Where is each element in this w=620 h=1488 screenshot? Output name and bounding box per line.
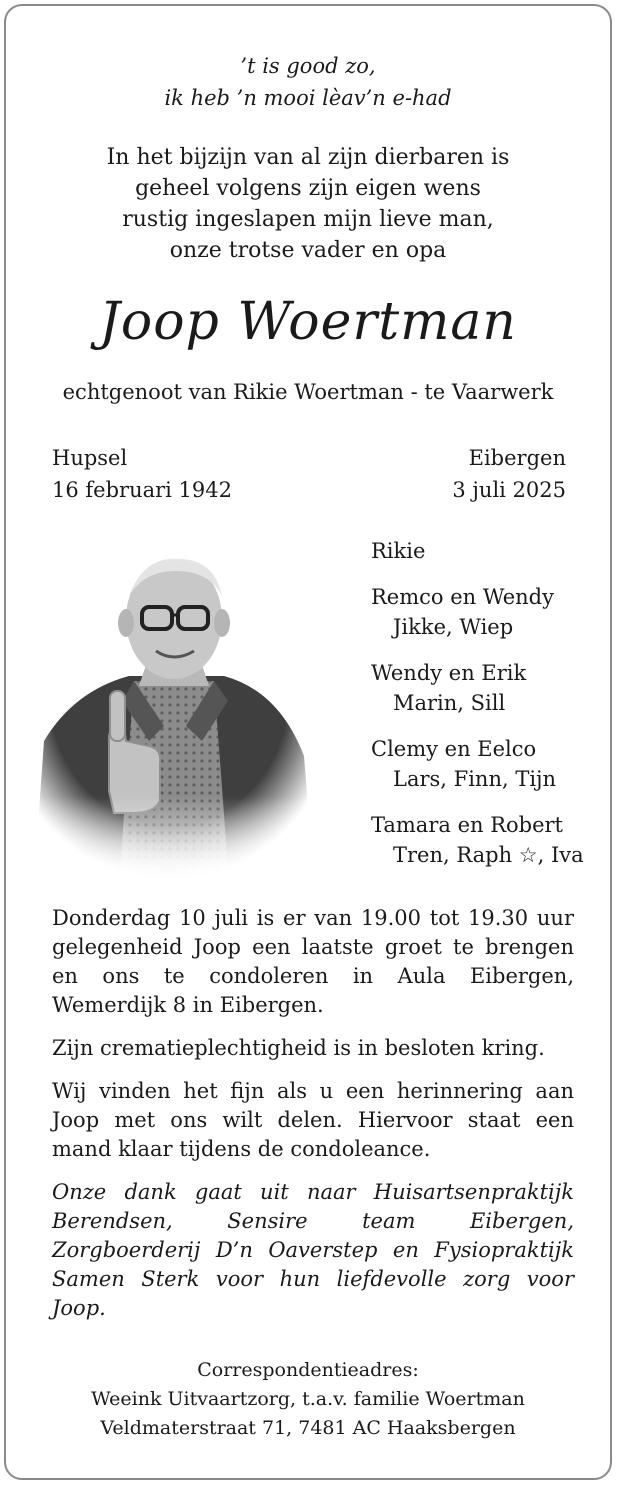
family-entry [371, 734, 584, 794]
family-couple: Wendy en Erik [371, 661, 527, 685]
family-couple: Remco en Wendy [371, 585, 554, 609]
birth-info [52, 442, 232, 506]
correspondence-label: Correspondentieadres: [197, 1359, 419, 1381]
quote-line-2: ik heb ’n mooi lèav’n e-had [164, 86, 452, 110]
family-grandchildren: Lars, Finn, Tijn [393, 767, 557, 791]
family-grandchildren: Jikke, Wiep [393, 615, 514, 639]
condolence-paragraph: Donderdag 10 juli is er van 19.00 tot 19.30 uur gelegenheid Joop een laatste groet te brengen en ons te condoleren in Aula Eibergen, Wemerdijk 8 in Eibergen. [52, 906, 574, 1017]
memories-paragraph: Wij vinden het fijn als u een herinnering aan Joop met ons wilt delen. Hiervoor staat een mand klaar tijdens de condoleance. [52, 1079, 574, 1161]
family-entry [371, 810, 584, 870]
quote [6, 50, 610, 114]
family-list [371, 536, 584, 886]
death-date: 3 juli 2025 [452, 478, 566, 502]
family-entry [371, 536, 584, 566]
family-entry [371, 658, 584, 718]
correspondence-line-1: Weeink Uitvaartzorg, t.a.v. familie Woertman [91, 1388, 525, 1410]
death-place: Eibergen [468, 446, 566, 470]
family-grandchildren: Tren, Raph ☆, Iva [393, 843, 584, 867]
correspondence-address [6, 1356, 610, 1443]
family-couple: Tamara en Robert [371, 813, 563, 837]
thanks-paragraph: Onze dank gaat uit naar Huisartsenpraktijk Berendsen, Sensire team Eibergen, Zorgboerderij D’n Oaverstep en Fysiopraktijk Samen Sterk voor hun liefdevolle zorg voor Joop. [52, 1180, 574, 1320]
deceased-name: Joop Woertman [99, 292, 517, 352]
family-spouse: Rikie [371, 539, 426, 563]
quote-line-1: ’t is good zo, [240, 54, 376, 78]
family-grandchildren: Marin, Sill [393, 691, 506, 715]
intro-line-1: In het bijzijn van al zijn dierbaren is [106, 145, 510, 170]
obituary-card [4, 4, 612, 1480]
portrait-photo [14, 541, 324, 881]
intro-line-3: rustig ingeslapen mijn lieve man, [122, 207, 494, 232]
cremation-paragraph: Zijn crematieplechtigheid is in besloten kring. [52, 1036, 545, 1060]
birth-date: 16 februari 1942 [52, 478, 232, 502]
correspondence-line-2: Veldmaterstraat 71, 7481 AC Haaksbergen [100, 1417, 516, 1439]
intro-text [6, 142, 610, 266]
family-couple: Clemy en Eelco [371, 737, 537, 761]
intro-line-4: onze trotse vader en opa [169, 238, 447, 263]
family-entry [371, 582, 584, 642]
spouse-line: echtgenoot van Rikie Woertman - te Vaarwerk [62, 380, 554, 404]
birth-place: Hupsel [52, 446, 128, 470]
portrait-illustration [14, 541, 324, 881]
details-text [52, 904, 574, 1337]
intro-line-2: geheel volgens zijn eigen wens [135, 176, 481, 201]
death-info [452, 442, 566, 506]
